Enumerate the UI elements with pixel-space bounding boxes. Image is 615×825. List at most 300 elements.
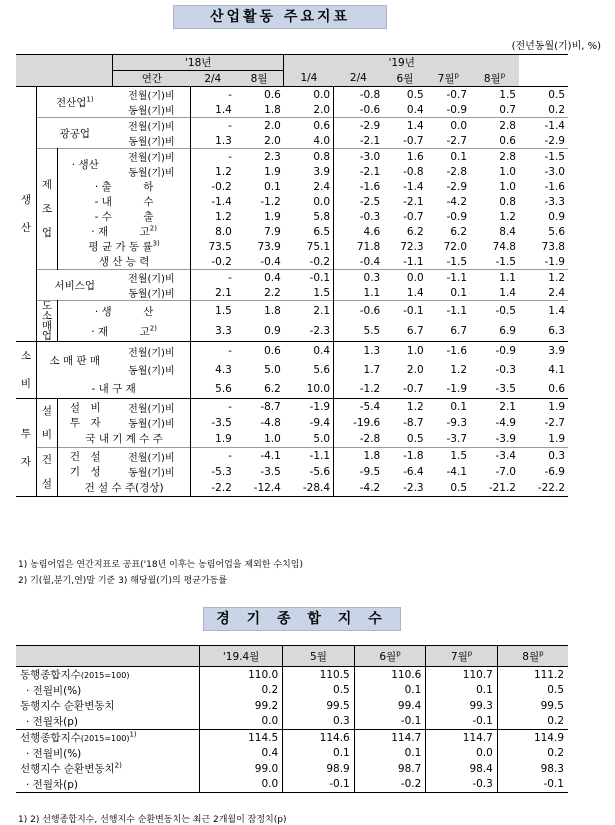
value-cell: -0.1 bbox=[403, 305, 424, 317]
value-cell: -8.7 bbox=[260, 401, 281, 413]
value-cell: -5.3 bbox=[211, 465, 232, 478]
value-cell: 114.5 bbox=[200, 730, 283, 746]
value-cell: 73.8 bbox=[541, 240, 565, 253]
value-cell: -0.1 bbox=[284, 270, 334, 286]
value-cell: 0.2 bbox=[547, 747, 564, 760]
value-cell: 6.7 bbox=[406, 325, 424, 337]
value-cell: 0.2 bbox=[200, 683, 283, 699]
value-cell: -3.5 bbox=[211, 416, 232, 429]
value-cell: -0.7 bbox=[403, 210, 424, 223]
value-cell: 7.9 bbox=[264, 225, 281, 238]
value-cell: 0.6 bbox=[284, 118, 334, 134]
row-label: 기 성 bbox=[69, 466, 101, 479]
value-cell: -4.9 bbox=[495, 416, 516, 429]
row-label: 국 내 기 계 수 주 bbox=[58, 431, 191, 448]
value-cell: -1.9 bbox=[284, 399, 334, 416]
value-cell: -0.1 bbox=[543, 778, 564, 791]
value-cell: 0.1 bbox=[426, 683, 498, 699]
period-header: 6월 bbox=[383, 71, 426, 87]
value-cell: -1.6 bbox=[544, 180, 565, 193]
value-cell: 0.6 bbox=[499, 134, 516, 147]
index-label: · 전월차(p) bbox=[16, 714, 200, 730]
note-line: 1) 농림어업은 연간지표로 공표('18년 이후는 농림어업을 제외한 수치임) bbox=[18, 560, 303, 570]
index-label: · 전월비(%) bbox=[16, 683, 200, 699]
value-cell: 0.7 bbox=[499, 103, 516, 116]
value-cell: 0.0 bbox=[426, 746, 498, 762]
value-cell: 1.5 bbox=[284, 285, 334, 301]
value-cell: 0.5 bbox=[547, 684, 564, 697]
value-cell: 1.0 bbox=[499, 180, 516, 193]
value-cell: 2.8 bbox=[499, 150, 516, 163]
table-row bbox=[16, 464, 568, 480]
value-cell: 110.0 bbox=[200, 667, 283, 683]
value-cell: -5.6 bbox=[284, 464, 334, 480]
value-cell: 0.0 bbox=[450, 119, 468, 132]
value-cell: -12.4 bbox=[253, 481, 281, 494]
index-row bbox=[16, 667, 568, 683]
value-cell: -28.4 bbox=[284, 480, 334, 497]
value-cell: 5.6 bbox=[215, 382, 232, 395]
value-cell: 1.4 bbox=[406, 119, 424, 132]
value-cell: -1.5 bbox=[446, 255, 468, 268]
subgroup-label-wholesale: 도 소 매 업 bbox=[37, 301, 58, 342]
industry-indicators-table bbox=[16, 54, 568, 497]
value-cell: -1.1 bbox=[403, 255, 424, 268]
group-label-investment: 투 자 bbox=[16, 399, 37, 497]
row-label: 광공업 bbox=[59, 127, 90, 140]
value-cell: 0.8 bbox=[499, 195, 516, 208]
value-cell: -2.9 bbox=[359, 119, 381, 132]
table-row bbox=[16, 209, 568, 224]
period-header: 2/4 bbox=[334, 71, 384, 87]
value-cell: 6.7 bbox=[450, 325, 468, 337]
value-cell: -0.4 bbox=[359, 255, 381, 268]
value-cell: -0.9 bbox=[446, 103, 468, 116]
value-cell: 5.6 bbox=[548, 225, 565, 238]
table-row bbox=[16, 321, 568, 342]
index-label: 동행종합지수(2015=100) bbox=[16, 667, 200, 683]
value-cell: 2.0 bbox=[264, 119, 281, 132]
value-cell: -2.3 bbox=[403, 481, 424, 494]
value-cell: -0.2 bbox=[211, 180, 232, 193]
value-cell: 2.0 bbox=[264, 134, 281, 147]
value-cell: 1.9 bbox=[264, 210, 281, 223]
year-2019-header: '19년 bbox=[284, 55, 519, 71]
table-corner bbox=[16, 646, 200, 667]
value-cell: -6.9 bbox=[544, 465, 565, 478]
value-cell: 0.1 bbox=[450, 150, 468, 163]
value-cell: -1.1 bbox=[284, 448, 334, 465]
value-cell: 0.0 bbox=[284, 194, 334, 209]
value-cell: 2.8 bbox=[499, 119, 516, 132]
table-row bbox=[16, 118, 568, 134]
value-cell: -3.9 bbox=[495, 432, 516, 445]
row-sublabel: 전월(기)비 bbox=[113, 399, 191, 416]
value-cell: 0.3 bbox=[548, 450, 565, 462]
value-cell: -0.6 bbox=[359, 103, 381, 116]
value-cell: 1.9 bbox=[548, 401, 565, 413]
value-cell: 6.3 bbox=[548, 325, 565, 337]
value-cell: 110.5 bbox=[283, 667, 355, 683]
value-cell: 0.2 bbox=[548, 103, 565, 116]
row-label: 전산업$^{1)}$ bbox=[55, 95, 94, 109]
value-cell: 1.1 bbox=[363, 286, 381, 299]
row-label: 서비스업 bbox=[54, 279, 96, 292]
row-label: 설 비 bbox=[69, 401, 101, 414]
value-cell: 98.9 bbox=[283, 761, 355, 777]
value-cell: 1.4 bbox=[499, 286, 516, 299]
value-cell: -0.3 bbox=[359, 210, 381, 223]
value-cell: 1.3 bbox=[215, 134, 232, 147]
value-cell: 1.4 bbox=[215, 103, 232, 116]
value-cell: -0.7 bbox=[403, 134, 424, 147]
index-label: 동행지수 순환변동치 bbox=[16, 698, 200, 714]
row-label: 생 산 능 력 bbox=[58, 254, 191, 270]
value-cell: -0.4 bbox=[260, 255, 281, 268]
value-cell: -3.7 bbox=[446, 432, 468, 445]
value-cell: 98.3 bbox=[540, 762, 564, 775]
year-2018-header: '18년 bbox=[113, 55, 284, 71]
value-cell: -0.2 bbox=[211, 255, 232, 268]
value-cell: 1.8 bbox=[363, 450, 381, 462]
value-cell: 6.2 bbox=[450, 225, 468, 238]
value-cell: -1.5 bbox=[544, 150, 565, 163]
value-cell: 73.9 bbox=[257, 240, 281, 253]
value-cell: 110.6 bbox=[354, 667, 426, 683]
row-sublabel: 동월(기)비 bbox=[113, 285, 191, 301]
unit-label: (전년동월(기)비, %) bbox=[511, 41, 601, 52]
value-cell: 3.9 bbox=[548, 345, 565, 358]
value-cell: 1.2 bbox=[215, 210, 232, 223]
value-cell: 114.7 bbox=[354, 730, 426, 746]
value-cell: 99.2 bbox=[200, 698, 283, 714]
value-cell: -2.3 bbox=[284, 321, 334, 342]
value-cell: -0.7 bbox=[446, 88, 468, 101]
subgroup-label-construction: 건 설 bbox=[37, 448, 58, 497]
value-cell: 3.3 bbox=[215, 325, 232, 337]
value-cell: 1.1 bbox=[499, 271, 516, 284]
month-header: 8월$^p$ bbox=[497, 646, 568, 667]
index-label: · 전월비(%) bbox=[16, 746, 200, 762]
value-cell: 1.0 bbox=[406, 345, 424, 358]
value-cell: 1.2 bbox=[406, 401, 424, 413]
value-cell: -9.4 bbox=[284, 415, 334, 431]
value-cell: -2.1 bbox=[359, 165, 381, 178]
table-row bbox=[16, 270, 568, 286]
index-row bbox=[16, 730, 568, 746]
value-cell: 0.5 bbox=[406, 432, 424, 445]
value-cell: -0.1 bbox=[283, 777, 355, 793]
value-cell: 114.6 bbox=[283, 730, 355, 746]
value-cell: -0.9 bbox=[495, 345, 516, 358]
value-cell: -1.1 bbox=[446, 271, 468, 284]
value-cell: -0.2 bbox=[284, 254, 334, 270]
value-cell: -2.1 bbox=[403, 195, 424, 208]
value-cell: - bbox=[228, 401, 232, 413]
note-line: 2) 기(월,분기,연)말 기준 3) 해당월(기)의 평균가동률 bbox=[18, 576, 228, 586]
value-cell: 1.0 bbox=[499, 165, 516, 178]
index-row bbox=[16, 746, 568, 762]
month-header: '19.4월 bbox=[200, 646, 283, 667]
value-cell: 1.5 bbox=[499, 88, 516, 101]
value-cell: 99.5 bbox=[540, 699, 564, 712]
value-cell: 1.5 bbox=[215, 305, 232, 317]
value-cell: 0.5 bbox=[406, 88, 424, 101]
value-cell: 2.4 bbox=[284, 179, 334, 194]
month-header: 7월$^p$ bbox=[426, 646, 498, 667]
value-cell: -1.6 bbox=[359, 180, 381, 193]
value-cell: 99.3 bbox=[426, 698, 498, 714]
value-cell: -4.8 bbox=[260, 416, 281, 429]
value-cell: 0.4 bbox=[264, 271, 281, 284]
value-cell: 99.4 bbox=[354, 698, 426, 714]
value-cell: 1.4 bbox=[406, 286, 424, 299]
index-label: · 전월차(p) bbox=[16, 777, 200, 793]
value-cell: 0.3 bbox=[283, 714, 355, 730]
row-label: · 생 산 bbox=[58, 301, 191, 322]
index-row bbox=[16, 683, 568, 699]
value-cell: -2.9 bbox=[446, 180, 468, 193]
value-cell: 5.0 bbox=[264, 363, 281, 376]
value-cell: 71.8 bbox=[356, 240, 381, 253]
value-cell: 8.0 bbox=[215, 225, 232, 238]
value-cell: 0.4 bbox=[406, 103, 424, 116]
value-cell: -22.2 bbox=[537, 481, 565, 494]
table-row bbox=[16, 194, 568, 209]
value-cell: -0.8 bbox=[403, 165, 424, 178]
value-cell: -1.4 bbox=[403, 180, 424, 193]
value-cell: 1.7 bbox=[363, 363, 381, 376]
value-cell: -0.2 bbox=[354, 777, 426, 793]
value-cell: -0.3 bbox=[495, 363, 516, 376]
table-row bbox=[16, 480, 568, 497]
table-row bbox=[16, 415, 568, 431]
row-label: 평 균 가 동 률$^{3)}$ bbox=[58, 239, 191, 254]
period-header: 8월$^p$ bbox=[470, 71, 519, 87]
value-cell: 2.1 bbox=[215, 286, 232, 299]
table-corner bbox=[16, 55, 113, 87]
period-header: 1/4 bbox=[284, 71, 334, 87]
table-row bbox=[16, 379, 568, 398]
value-cell: -6.4 bbox=[403, 465, 424, 478]
index-row bbox=[16, 714, 568, 730]
value-cell: 0.6 bbox=[264, 345, 281, 358]
value-cell: 6.9 bbox=[499, 325, 516, 337]
value-cell: 1.2 bbox=[499, 210, 516, 223]
value-cell: 72.0 bbox=[443, 240, 468, 253]
row-label: 건 설 bbox=[69, 450, 101, 463]
value-cell: 2.1 bbox=[284, 301, 334, 322]
value-cell: - bbox=[228, 119, 232, 132]
value-cell: -1.4 bbox=[211, 195, 232, 208]
value-cell: - bbox=[228, 271, 232, 284]
table-row bbox=[16, 254, 568, 270]
month-header: 6월$^p$ bbox=[354, 646, 426, 667]
value-cell: 1.4 bbox=[548, 305, 565, 317]
value-cell: 0.4 bbox=[200, 746, 283, 762]
value-cell: 4.0 bbox=[284, 133, 334, 149]
value-cell: 0.9 bbox=[548, 210, 565, 223]
value-cell: -4.1 bbox=[446, 465, 468, 478]
value-cell: 0.0 bbox=[284, 87, 334, 103]
value-cell: 0.0 bbox=[200, 777, 283, 793]
value-cell: 98.7 bbox=[354, 761, 426, 777]
value-cell: -0.6 bbox=[359, 305, 381, 317]
value-cell: 2.0 bbox=[406, 363, 424, 376]
row-sublabel: 동월(기)비 bbox=[113, 133, 191, 149]
value-cell: -5.4 bbox=[359, 401, 381, 413]
value-cell: 0.5 bbox=[450, 481, 468, 494]
value-cell: -2.8 bbox=[446, 165, 468, 178]
value-cell: -0.7 bbox=[403, 382, 424, 395]
value-cell: 1.0 bbox=[264, 432, 281, 445]
value-cell: 1.2 bbox=[548, 271, 565, 284]
value-cell: 2.3 bbox=[264, 150, 281, 163]
value-cell: - bbox=[228, 450, 232, 462]
value-cell: -3.0 bbox=[544, 165, 565, 178]
industry-indicators-title: 산업활동 주요지표 bbox=[173, 5, 387, 29]
period-header: 8월 bbox=[235, 71, 284, 87]
value-cell: -1.6 bbox=[446, 345, 468, 358]
row-sublabel: 전월(기)비 bbox=[113, 149, 191, 165]
value-cell: 1.5 bbox=[450, 450, 468, 462]
value-cell: 1.2 bbox=[215, 165, 232, 178]
value-cell: 4.3 bbox=[215, 363, 232, 376]
value-cell: 5.5 bbox=[363, 325, 381, 337]
value-cell: -0.9 bbox=[446, 210, 468, 223]
value-cell: 0.1 bbox=[354, 683, 426, 699]
value-cell: -2.5 bbox=[359, 195, 381, 208]
value-cell: -2.2 bbox=[211, 481, 232, 494]
index-row bbox=[16, 698, 568, 714]
value-cell: 99.0 bbox=[200, 761, 283, 777]
value-cell: -2.7 bbox=[544, 416, 565, 429]
value-cell: - bbox=[228, 88, 232, 101]
composite-index-title: 경 기 종 합 지 수 bbox=[203, 607, 401, 631]
row-label: · 생산 bbox=[71, 158, 99, 171]
value-cell: 1.9 bbox=[215, 432, 232, 445]
value-cell: 98.4 bbox=[426, 761, 498, 777]
value-cell: 1.2 bbox=[450, 363, 468, 376]
value-cell: 0.6 bbox=[548, 382, 565, 395]
value-cell: 0.0 bbox=[406, 271, 424, 284]
value-cell: 1.9 bbox=[548, 432, 565, 445]
value-cell: -3.3 bbox=[544, 195, 565, 208]
group-label-consumption: 소 비 bbox=[16, 342, 37, 399]
value-cell: -2.8 bbox=[359, 432, 381, 445]
value-cell: 5.8 bbox=[284, 209, 334, 224]
value-cell: -1.4 bbox=[544, 119, 565, 132]
value-cell: -0.8 bbox=[359, 88, 381, 101]
row-sublabel: 전월(기)비 bbox=[113, 342, 191, 361]
value-cell: -2.7 bbox=[446, 134, 468, 147]
value-cell: 6.2 bbox=[264, 382, 281, 395]
value-cell: -3.5 bbox=[495, 382, 516, 395]
value-cell: 0.1 bbox=[264, 180, 281, 193]
notes-2: 1) 2) 선행종합지수, 선행지수 순환변동치는 최근 2개월이 잠정치(p) bbox=[18, 815, 287, 825]
value-cell: 0.3 bbox=[363, 271, 381, 284]
value-cell: -1.2 bbox=[260, 195, 281, 208]
value-cell: -2.1 bbox=[359, 134, 381, 147]
row-sublabel: 동월(기)비 bbox=[113, 464, 191, 480]
value-cell: 72.3 bbox=[400, 240, 424, 253]
value-cell: 2.2 bbox=[264, 286, 281, 299]
row-sublabel: 동월(기)비 bbox=[113, 102, 191, 118]
value-cell: 73.5 bbox=[208, 240, 232, 253]
row-label: - 내 구 재 bbox=[37, 379, 191, 398]
group-label-production: 생 산 bbox=[16, 87, 37, 342]
value-cell: 5.6 bbox=[284, 361, 334, 380]
table-row bbox=[16, 149, 568, 165]
table-row bbox=[16, 239, 568, 254]
period-header: 2/4 bbox=[191, 71, 235, 87]
table-row bbox=[16, 179, 568, 194]
value-cell: 1.9 bbox=[264, 165, 281, 178]
table-row bbox=[16, 224, 568, 239]
row-label: 건 설 수 주(경상) bbox=[58, 480, 191, 497]
value-cell: 0.6 bbox=[264, 88, 281, 101]
row-label: 투 자 bbox=[69, 417, 101, 430]
row-sublabel: 전월(기)비 bbox=[113, 118, 191, 134]
value-cell: -3.5 bbox=[260, 465, 281, 478]
row-sublabel: 동월(기)비 bbox=[113, 415, 191, 431]
value-cell: 1.8 bbox=[264, 103, 281, 116]
table-row bbox=[16, 399, 568, 416]
value-cell: -0.1 bbox=[354, 714, 426, 730]
value-cell: -1.9 bbox=[446, 382, 468, 395]
value-cell: - bbox=[228, 150, 232, 163]
value-cell: 8.4 bbox=[499, 225, 516, 238]
value-cell: 75.1 bbox=[284, 239, 334, 254]
value-cell: -8.7 bbox=[403, 416, 424, 429]
value-cell: 74.8 bbox=[492, 240, 516, 253]
value-cell: -1.9 bbox=[544, 255, 565, 268]
value-cell: 2.1 bbox=[499, 401, 516, 413]
subgroup-label-mfg: 제 조 업 bbox=[37, 149, 58, 270]
value-cell: 0.5 bbox=[283, 683, 355, 699]
index-label: 선행지수 순환변동치$^{2)}$ bbox=[16, 761, 200, 777]
value-cell: -3.0 bbox=[359, 150, 381, 163]
value-cell: 110.7 bbox=[426, 667, 498, 683]
index-label: 선행종합지수(2015=100)$^{1)}$ bbox=[16, 730, 200, 746]
subgroup-label-facility: 설 비 bbox=[37, 399, 58, 448]
value-cell: 1.6 bbox=[406, 150, 424, 163]
value-cell: -0.5 bbox=[495, 305, 516, 317]
value-cell: 2.0 bbox=[284, 102, 334, 118]
value-cell: 10.0 bbox=[284, 379, 334, 398]
value-cell: 6.5 bbox=[284, 224, 334, 239]
value-cell: -1.1 bbox=[446, 305, 468, 317]
period-header: 7월$^p$ bbox=[427, 71, 470, 87]
row-label: · 출 하 bbox=[58, 179, 191, 194]
notes-1 bbox=[18, 557, 303, 586]
value-cell: -9.3 bbox=[446, 416, 468, 429]
value-cell: 0.0 bbox=[200, 714, 283, 730]
value-cell: -21.2 bbox=[488, 481, 516, 494]
value-cell: 99.5 bbox=[283, 698, 355, 714]
value-cell: 114.9 bbox=[533, 731, 564, 744]
value-cell: 4.6 bbox=[363, 225, 381, 238]
value-cell: -1.5 bbox=[495, 255, 516, 268]
value-cell: 0.1 bbox=[354, 746, 426, 762]
value-cell: 0.1 bbox=[283, 746, 355, 762]
composite-index-table bbox=[16, 645, 568, 793]
table-row bbox=[16, 448, 568, 465]
row-sublabel: 동월(기)비 bbox=[113, 361, 191, 380]
value-cell: 111.2 bbox=[533, 668, 564, 681]
value-cell: -1.2 bbox=[359, 382, 381, 395]
value-cell: -2.9 bbox=[544, 134, 565, 147]
